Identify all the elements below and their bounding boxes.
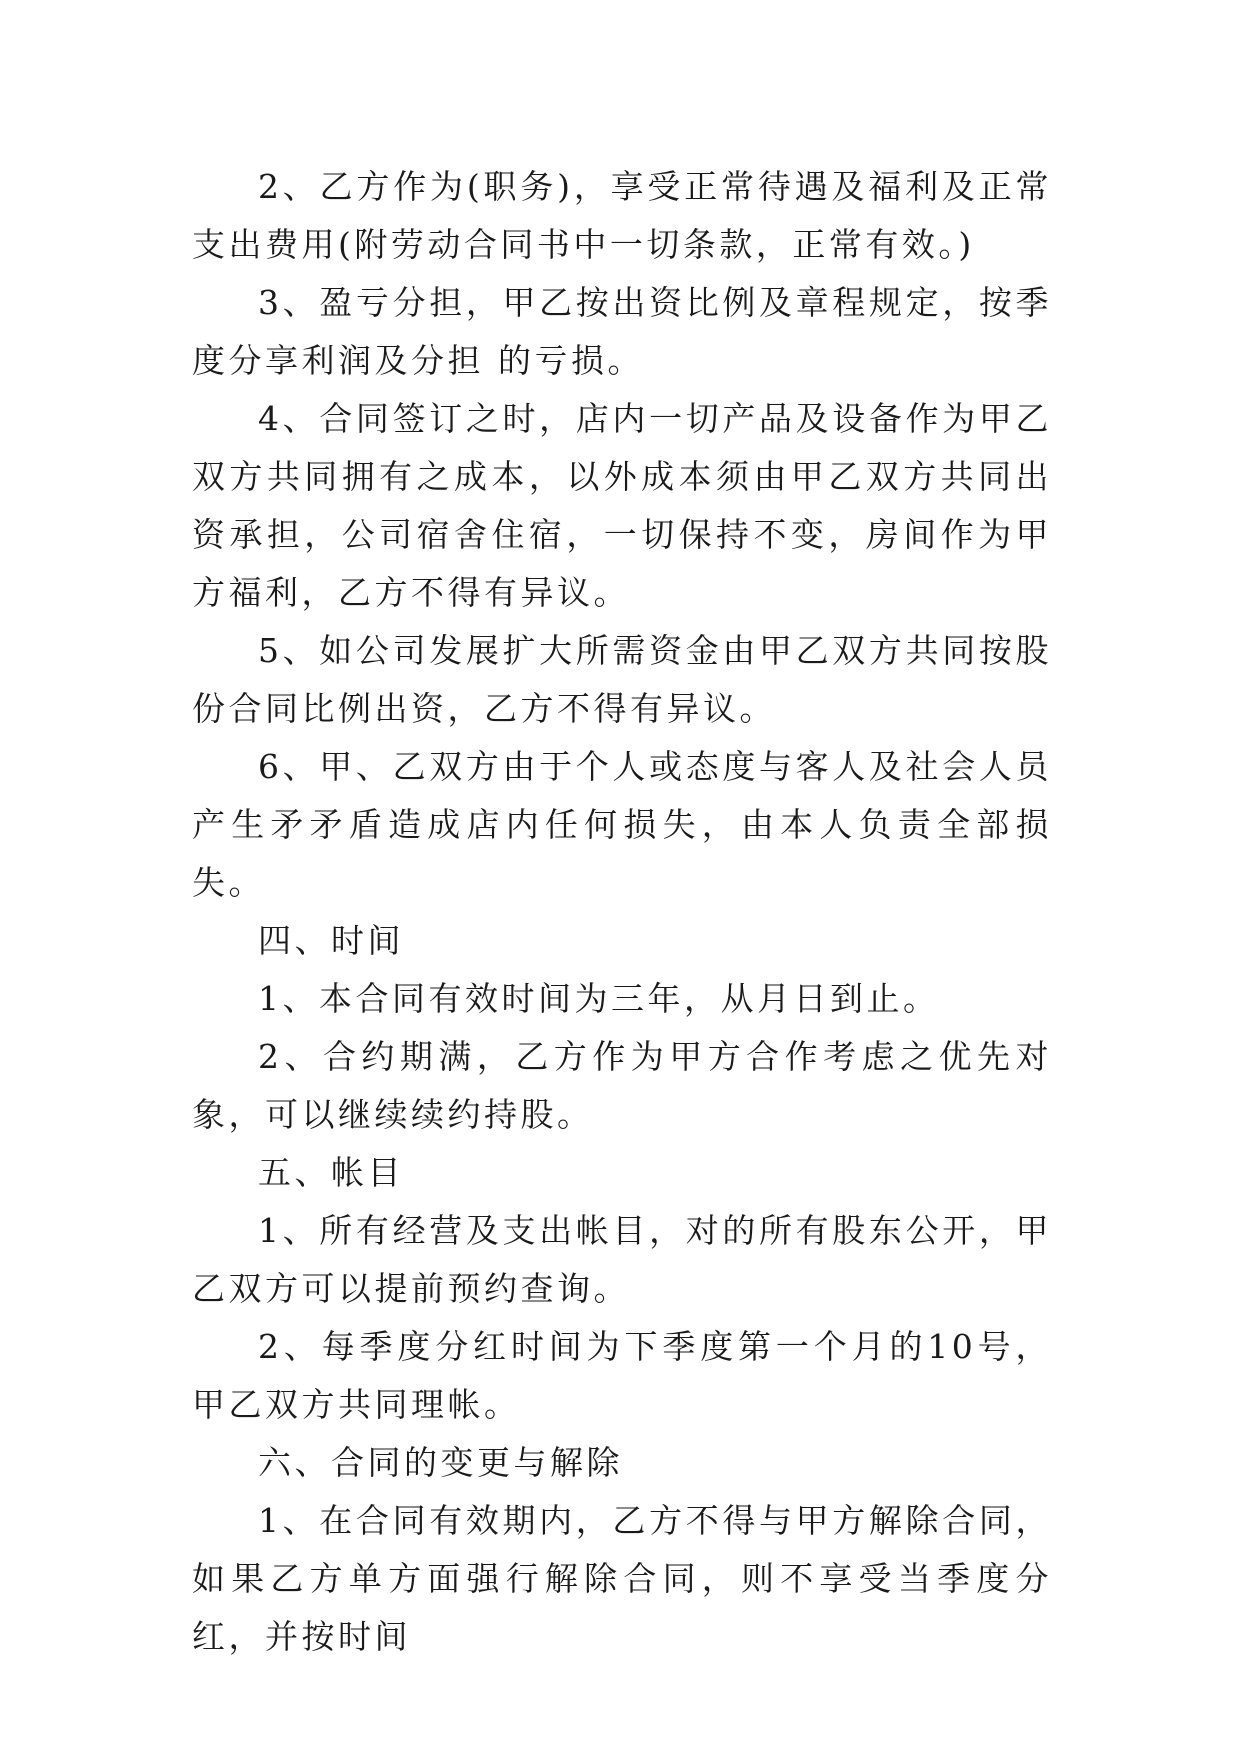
clause-5-2: 2、每季度分红时间为下季度第一个月的10号，甲乙双方共同理帐。 xyxy=(192,1327,1052,1424)
document-body xyxy=(192,158,1052,1666)
clause-5-1: 1、所有经营及支出帐目，对的所有股东公开，甲乙双方可以提前预约查询。 xyxy=(192,1211,1052,1308)
section-heading-change-termination: 六、合同的变更与解除 xyxy=(258,1443,623,1482)
section-heading-time: 四、时间 xyxy=(258,921,404,960)
clause-6-1: 1、在合同有效期内，乙方不得与甲方解除合同，如果乙方单方面强行解除合同，则不享受当季度分红，并按时间 xyxy=(192,1501,1052,1656)
clause-4-2: 2、合约期满，乙方作为甲方合作考虑之优先对象，可以继续续约持股。 xyxy=(192,1037,1052,1134)
clause-3-4: 4、合同签订之时，店内一切产品及设备作为甲乙双方共同拥有之成本，以外成本须由甲乙双方共同出资承担，公司宿舍住宿，一切保持不变，房间作为甲方福利，乙方不得有异议。 xyxy=(192,399,1052,612)
clause-3-2: 2、乙方作为(职务)，享受正常待遇及福利及正常支出费用(附劳动合同书中一切条款，正常有效。) xyxy=(192,167,1052,264)
section-heading-accounts: 五、帐目 xyxy=(258,1153,404,1192)
clause-3-3: 3、盈亏分担，甲乙按出资比例及章程规定，按季度分享利润及分担 的亏损。 xyxy=(192,283,1052,380)
clause-3-5: 5、如公司发展扩大所需资金由甲乙双方共同按股份合同比例出资，乙方不得有异议。 xyxy=(192,631,1052,728)
clause-3-6: 6、甲、乙双方由于个人或态度与客人及社会人员产生矛矛盾造成店内任何损失，由本人负责全部损失。 xyxy=(192,747,1052,902)
clause-4-1: 1、本合同有效时间为三年，从月日到止。 xyxy=(258,979,940,1018)
